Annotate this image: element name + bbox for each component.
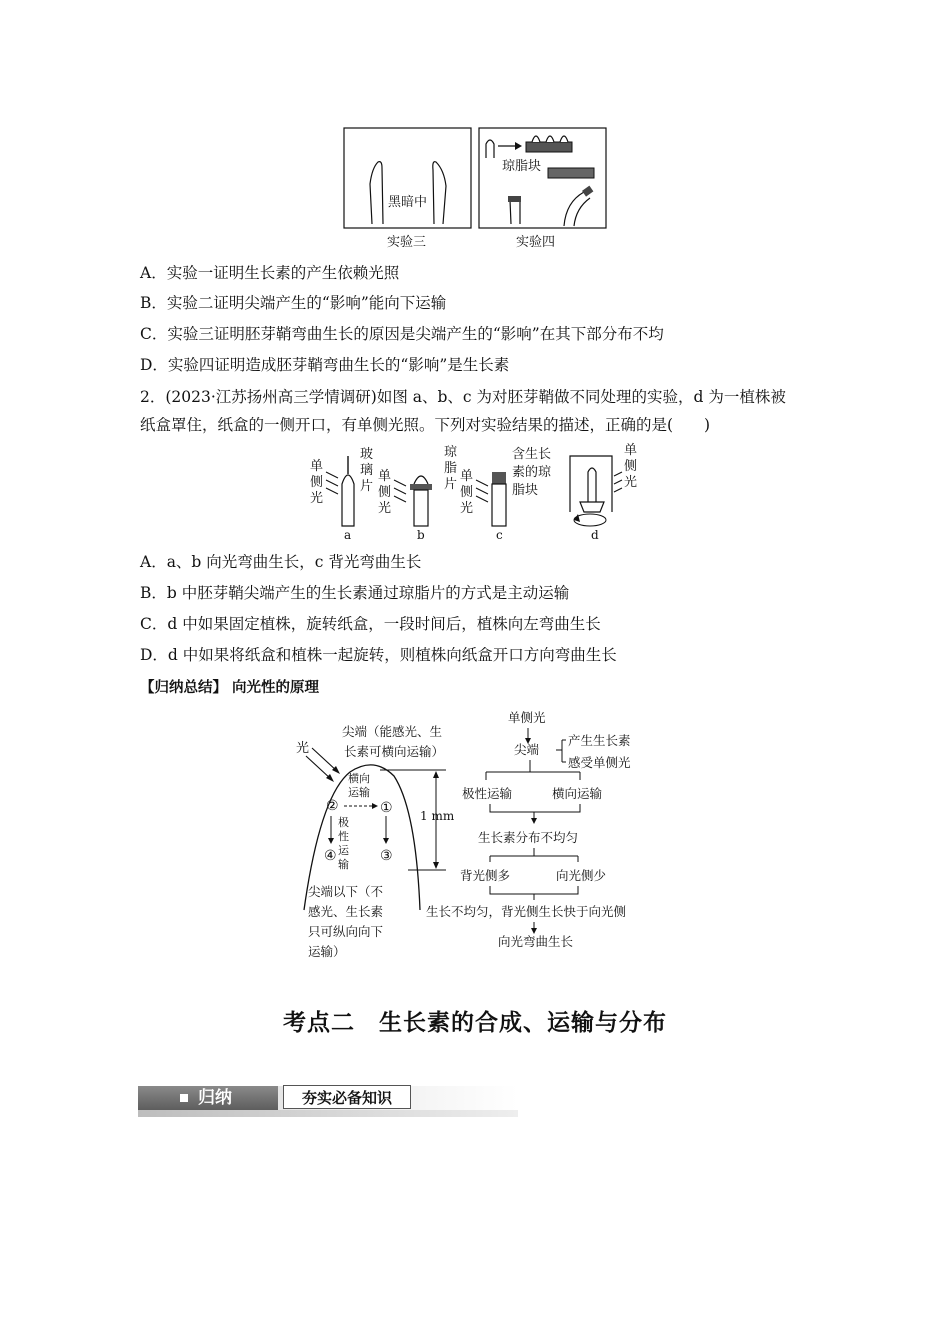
- exp3-dark-label: 黑暗中: [388, 195, 428, 210]
- q2-coleoptile-b-tip: [414, 476, 428, 484]
- exp4-right-coleoptile: [564, 192, 590, 226]
- exp4-left-coleoptile: [510, 200, 520, 224]
- below-tip-4: 运输）: [308, 944, 346, 959]
- tip-note-line1: 尖端（能感光、生: [342, 724, 443, 739]
- flow-merge-1: [490, 804, 580, 820]
- flow-brace-right: [556, 740, 566, 762]
- flow-polar: 极性运输: [462, 786, 513, 801]
- q2-light-arrows-a: [326, 472, 338, 494]
- q2-auxin-label-1: 含生长: [512, 447, 552, 462]
- banner-square-icon: [180, 1094, 188, 1102]
- exp4-arrow-head: [515, 142, 522, 150]
- flow-bend: 向光弯曲生长: [498, 934, 574, 949]
- q2-stem-line1: 2．(2023·江苏扬州高三学情调研)如图 a、b、c 为对胚芽鞘做不同处理的实验，d 为一植株被: [140, 388, 786, 406]
- q2-pot-d: [580, 502, 604, 512]
- q2-coleoptile-b: [414, 490, 428, 526]
- q1-option-a: A．实验一证明生长素的产生依赖光照: [140, 264, 400, 282]
- section-title: 考点二 生长素的合成、运输与分布: [283, 1009, 667, 1036]
- q2-light-d-2: 侧: [624, 459, 638, 474]
- q2-agar-label-2: 脂: [444, 461, 458, 476]
- q2-auxin-label-3: 脂块: [512, 483, 539, 498]
- flow-sense: 感受单侧光: [568, 755, 631, 770]
- q2-light-c-3: 光: [460, 501, 474, 516]
- q2-option-c: C．d 中如果固定植株，旋转纸盒，一段时间后，植株向左弯曲生长: [140, 615, 601, 633]
- flow-produce: 产生生长素: [568, 733, 631, 748]
- q2-option-a: A．a、b 向光弯曲生长，c 背光弯曲生长: [140, 553, 422, 571]
- q2-label-a: a: [344, 528, 352, 542]
- below-tip-2: 感光、生长素: [308, 904, 384, 919]
- exp3-left-coleoptile: [370, 162, 383, 224]
- q2-light-arrows-c: [476, 480, 488, 502]
- flow-front-less: 向光侧少: [556, 868, 607, 883]
- q2-label-c: c: [496, 528, 503, 542]
- q2-coleoptile-c: [492, 484, 506, 526]
- summary-title: 【归纳总结】 向光性的原理: [140, 680, 320, 696]
- banner-box: 夯实必备知识: [283, 1085, 411, 1109]
- q2-option-b: B．b 中胚芽鞘尖端产生的生长素通过琼脂片的方式是主动运输: [140, 584, 570, 602]
- q2-agar-label-3: 片: [444, 477, 458, 492]
- polar-label-1: 极: [338, 816, 349, 829]
- circled-1: ①: [380, 800, 393, 816]
- q2-coleoptile-a: [342, 475, 354, 526]
- flow-tip: 尖端: [514, 742, 540, 757]
- q2-light-c-2: 侧: [460, 485, 474, 500]
- q1-option-d: D．实验四证明造成胚芽鞘弯曲生长的“影响”是生长素: [140, 356, 510, 374]
- q2-glass-label-2: 璃: [360, 463, 374, 478]
- exp4-tips-on-block: [532, 136, 568, 142]
- q2-light-a-2: 侧: [310, 475, 324, 490]
- q2-label-b: b: [417, 528, 425, 542]
- q2-plant-d: [588, 468, 596, 502]
- q2-label-d: d: [591, 528, 599, 542]
- circled-3: ③: [380, 848, 393, 864]
- scale-label: 1 mm: [420, 809, 455, 823]
- circled-2: ②: [326, 798, 339, 814]
- lateral-label-2: 运输: [348, 786, 370, 799]
- circled-4: ④: [324, 848, 337, 864]
- exp3-right-coleoptile: [433, 162, 446, 224]
- phototropism-diagram: [290, 700, 670, 970]
- exp4-caption: 实验四: [516, 235, 556, 250]
- q2-light-d-1: 单: [624, 443, 638, 458]
- q1-option-b: B．实验二证明尖端产生的“影响”能向下运输: [140, 294, 447, 312]
- q2-agar-label-1: 琼: [444, 445, 458, 460]
- experiment-figure-top: [340, 124, 610, 252]
- flow-split: [486, 760, 580, 780]
- q2-stem-line2: 纸盒罩住，纸盒的一侧开口，有单侧光照。下列对实验结果的描述，正确的是( ): [140, 416, 711, 434]
- exp4-block-label: 琼脂块: [502, 159, 542, 174]
- q2-light-b-3: 光: [378, 501, 392, 516]
- scale-arrow-up: [433, 771, 439, 778]
- polar-label-2: 性: [338, 830, 349, 843]
- exp3-frame: [344, 128, 471, 228]
- q2-light-b-1: 单: [378, 469, 392, 484]
- exp4-agar-block-1: [526, 142, 572, 152]
- exp4-cut-tip: [486, 140, 494, 158]
- q2-light-b-2: 侧: [378, 485, 392, 500]
- polar-label-4: 输: [338, 858, 349, 871]
- knowledge-banner: [138, 1084, 518, 1118]
- flow-lateral: 横向运输: [552, 786, 603, 801]
- q2-auxin-block-c: [492, 472, 506, 484]
- q2-light-arrows-d: [614, 472, 622, 492]
- q2-glass-label-1: 玻: [360, 447, 374, 462]
- down-arrow-left-head: [328, 838, 334, 844]
- below-tip-3: 只可纵向向下: [308, 924, 384, 939]
- q2-auxin-label-2: 素的琼: [512, 465, 552, 480]
- q2-light-arrows-b: [394, 480, 406, 502]
- flow-split-2: [490, 848, 578, 862]
- exp4-agar-block-2: [548, 168, 594, 178]
- q1-option-c: C．实验三证明胚芽鞘弯曲生长的原因是尖端产生的“影响”在其下部分布不均: [140, 325, 664, 343]
- flow-uneven: 生长素分布不均匀: [478, 830, 579, 845]
- q2-light-a-3: 光: [310, 491, 324, 506]
- banner-bar: [138, 1110, 518, 1117]
- exp4-left-block: [508, 196, 521, 202]
- below-tip-1: 尖端以下（不: [308, 884, 384, 899]
- lateral-label-1: 横向: [348, 772, 370, 785]
- tip-note-line2: 长素可横向运输）: [344, 744, 445, 759]
- q2-glass-label-3: 片: [360, 479, 374, 494]
- down-arrow-right-head: [383, 838, 389, 844]
- banner-word: 归纳: [198, 1088, 232, 1108]
- exp4-right-block: [582, 186, 593, 197]
- q2-agar-sheet-b: [410, 484, 432, 490]
- lateral-arrow-head: [372, 803, 378, 809]
- scale-arrow-down: [433, 862, 439, 869]
- flow-merge-2: [490, 886, 578, 900]
- q2-light-c-1: 单: [460, 469, 474, 484]
- flow-merge-1-head: [531, 818, 537, 824]
- q2-option-d: D．d 中如果将纸盒和植株一起旋转，则植株向纸盒开口方向弯曲生长: [140, 646, 617, 664]
- polar-label-3: 运: [338, 844, 349, 857]
- q2-figure: [308, 442, 648, 542]
- q2-light-a-1: 单: [310, 459, 324, 474]
- flow-unilateral: 单侧光: [508, 710, 546, 725]
- exp3-caption: 实验三: [387, 235, 427, 250]
- flow-growth-uneven: 生长不均匀，背光侧生长快于向光侧: [426, 904, 627, 919]
- flow-back-more: 背光侧多: [460, 868, 511, 883]
- light-arrows: [306, 748, 338, 780]
- light-label: 光: [296, 741, 310, 756]
- q2-light-d-3: 光: [624, 475, 638, 490]
